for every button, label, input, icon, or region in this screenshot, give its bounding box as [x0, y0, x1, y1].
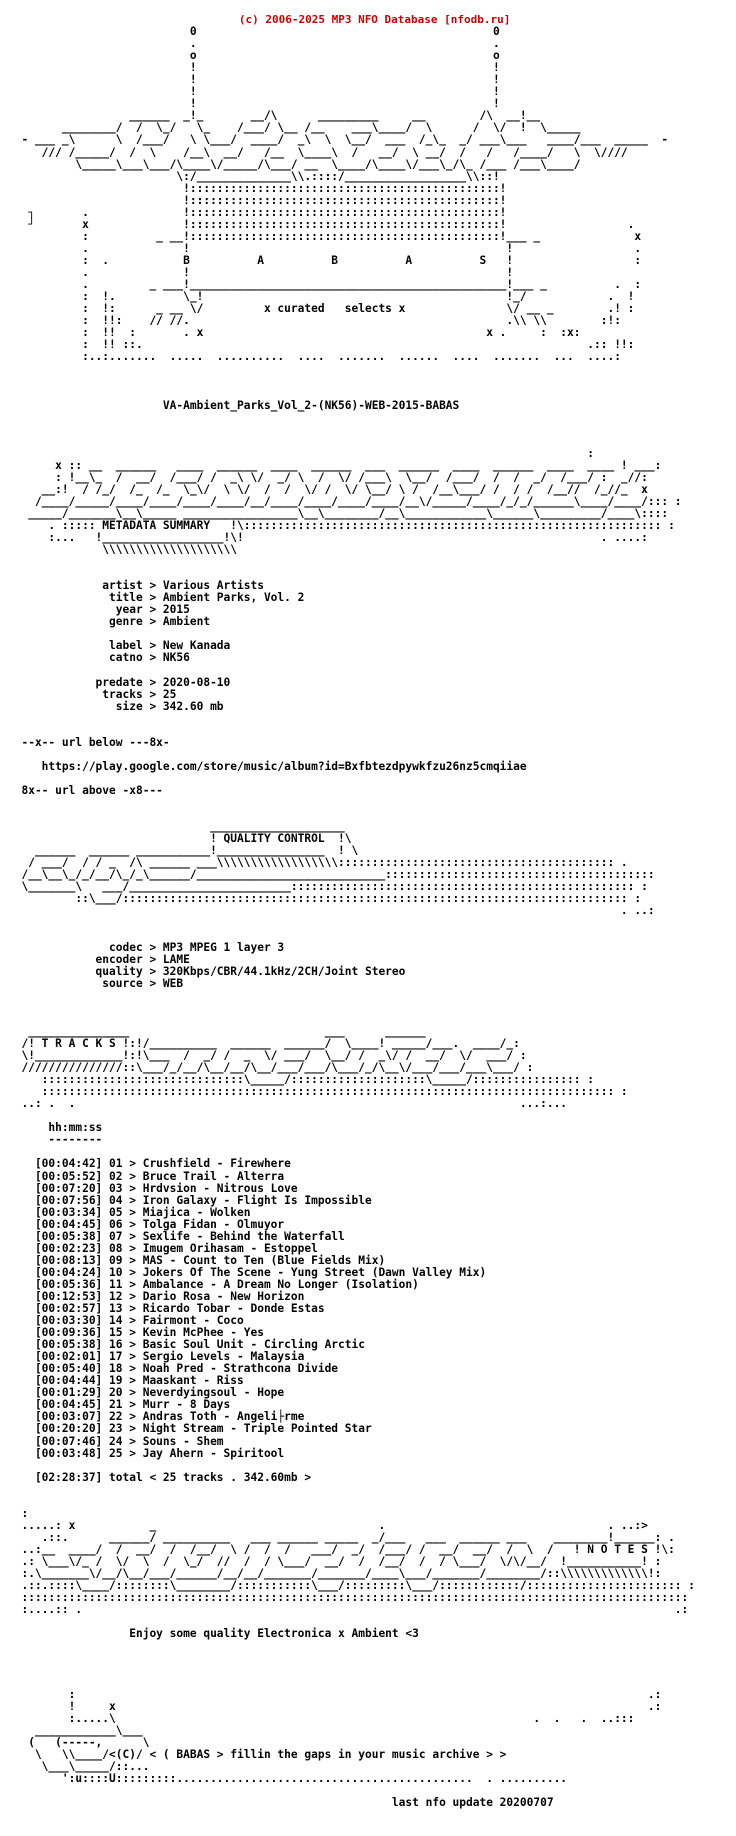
- nfo-line: ! !: [8, 85, 500, 99]
- nfo-line: [00:04:45] 21 > Murr - 8 Days: [8, 1398, 231, 1412]
- nfo-line: [00:03:48] 25 > Jay Ahern - Spiritool: [8, 1446, 285, 1460]
- nfo-line: --------: [8, 1133, 103, 1147]
- nfo-line: ! !: [8, 73, 500, 87]
- nfo-line: ..: . . ...:...: [8, 1097, 568, 1111]
- nfo-line: [00:08:13] 09 > MAS - Count to Ten (Blue Fields Mix): [8, 1253, 386, 1267]
- nfo-line: \_______\ ___/________________________::::::::::::::::::::::::::::::::::::::::::::::::::: :: [8, 880, 648, 894]
- nfo-line: : .:: [8, 1687, 662, 1701]
- nfo-line: : !. \_! !_/ . !: [8, 290, 635, 304]
- nfo-line: \ \\____/<(C)/ < ( BABAS > fillin the gaps in your music archive > >: [8, 1747, 507, 1761]
- nfo-line: /____/_____/____/____/____/____/__/____/____/____/____/__\/_____/____/_/_/______\____/____/::: :: [8, 494, 682, 508]
- nfo-line: . ::::: METADATA SUMMARY !\:::::::::::::::::::::::::::::::::::::::::::::::::::::::::::::: :: [8, 518, 675, 532]
- nfo-line: [00:02:23] 08 > Imugem Orihasam - Estoppel: [8, 1241, 318, 1255]
- nfo-line: . ..:: [8, 904, 655, 918]
- nfo-line: [00:09:36] 15 > Kevin McPhee - Yes: [8, 1326, 264, 1340]
- nfo-line: [00:04:45] 06 > Tolga Fidan - Olmuyor: [8, 1217, 285, 1231]
- nfo-line: . .: [8, 37, 500, 51]
- nfo-line: : !! : . x x . : :x:: [8, 326, 581, 340]
- nfo-line: !::::::::::::::::::::::::::::::::::::::::::::::!: [8, 181, 507, 195]
- nfo-line: https://play.google.com/store/music/album?id=Bxfbtezdpywkfzu26nz5cmqiiae: [8, 759, 527, 773]
- nfo-line: quality > 320Kbps/CBR/44.1kHz/2CH/Joint Stereo: [8, 964, 406, 978]
- nfo-line: __:! / /_/ /_ /_ \_\/ \ \/ / / \/ / \/ \__/ \ / /__\___/ / / / /__// /_//_ x: [8, 482, 648, 496]
- nfo-line: _______________ ___ ______: [8, 1024, 426, 1038]
- nfo-line: / ___/ / / _ /\ ______ ___\\\\\\\\\\\\\\\\\\::::::::::::::::::::::::::::::::::::::::: .: [8, 856, 628, 870]
- nfo-line: : !__\_ / __/ /___/ / _\ \/ _/ \ / \/ /___\ \__/ /___/ / / _/ /___/ : _//:: [8, 470, 648, 484]
- nfo-line: [00:05:38] 07 > Sexlife - Behind the Waterfall: [8, 1229, 345, 1243]
- nfo-line: .: \___\/_ / \/ \ / \_/ // / / \___/ __/ / /__/ / / \___/ \/\/__/ !___________! :: [8, 1555, 662, 1568]
- nfo-line: /__\__\_/_/__/\_/_\______/____________________________::::::::::::::::::::::::::::::::::::::::: [8, 868, 655, 882]
- copyright-link[interactable]: (c) 2006-2025 MP3 NFO Database [nfodb.ru]: [238, 13, 511, 26]
- nfo-line: Enjoy some quality Electronica x Ambient <3: [8, 1627, 419, 1641]
- nfo-line: genre > Ambient: [8, 615, 211, 629]
- nfo-line: ! !: [8, 61, 500, 75]
- nfo-line: ':u::::U:::::::::............................................ . ..........: [8, 1771, 568, 1785]
- nfo-line: ______ ______ ___________!________________ ! \: [8, 844, 359, 858]
- nfo-line: : _ __!::::::::::::::::::::::::::::::::::::::::::::::!___ _ x: [8, 229, 642, 243]
- nfo-line: [00:04:24] 10 > Jokers Of The Scene - Yung Street (Dawn Valley Mix): [8, 1265, 487, 1279]
- nfo-line: \___\_____/::...: [8, 1759, 150, 1773]
- nfo-line: [00:03:30] 14 > Fairmont - Coco: [8, 1314, 244, 1328]
- nfo-line: /! T R A C K S !:!/__________ ______ ______/ \____! _____/___. ____/_:: [8, 1036, 520, 1050]
- nfo-line: o o: [8, 49, 500, 63]
- nfo-line: catno > NK56: [8, 651, 190, 665]
- nfo-line: 8x-- url above -x8---: [8, 784, 163, 797]
- nfo-line: [00:07:20] 03 > Hrdvsion - Nitrous Love: [8, 1181, 298, 1195]
- nfo-line: [00:03:07] 22 > Andras Toth - Angeli├rme: [8, 1410, 305, 1424]
- nfo-line: VA-Ambient_Parks_Vol_2-(NK56)-WEB-2015-BABAS: [8, 398, 460, 412]
- nfo-line: .::.::::\____/::::::::\________/:::::::::::\___/:::::::::\___/::::::::::::/::::::::::::::::::::::: :: [8, 1579, 696, 1593]
- nfo-line: ______ _!_ __/\ _________ __ /\ __!__: [8, 109, 541, 123]
- nfo-line: [00:05:38] 16 > Basic Soul Unit - Circling Arctic: [8, 1338, 365, 1352]
- nfo-line: ..:__ ____/ / __/ / /__/ \ / / / ___/ _/ /___/ / __/ __/ / \ / ! N O T E S !\:: [8, 1542, 675, 1556]
- nfo-line: : !!: // //. .\\ \\ :!:: [8, 314, 621, 328]
- nfo-line: ! QUALITY CONTROL !\: [8, 832, 352, 846]
- nfo-line: : !: _ __ \/ x curated selects x \/ __ _ .! :: [8, 302, 635, 316]
- nfo-line: :..:....... ..... .......... .... ....... ...... .... ....... ... ....:: [8, 350, 621, 364]
- nfo-line: hh:mm:ss: [8, 1121, 103, 1135]
- nfo-line: x :: __ ______ ____ ______ ____ ______ ___ ______ ____ ______ ____ ____ ! ___:: [8, 458, 662, 472]
- nfo-line: : !! ::. .:: !!:: [8, 338, 635, 352]
- nfo-line: :::::::::::::::::::::::::::::::::::::::::::::::::::::::::::::::::::::::::::::::::::::::::::::::::::: [8, 1591, 689, 1605]
- nfo-line: [00:05:40] 18 > Noah Pred - Strathcona Divide: [8, 1362, 339, 1376]
- nfo-line: predate > 2020-08-10: [8, 675, 231, 689]
- nfo-line: 0 0: [8, 25, 500, 39]
- nfo-line: . _ ___!_______________________________________________!___ _ . :: [8, 278, 642, 292]
- nfo-line: [00:02:57] 13 > Ricardo Tobar - Donde Estas: [8, 1302, 325, 1316]
- nfo-line: : . B A B A S ! :: [8, 253, 642, 267]
- nfo-line: [00:04:42] 01 > Crushfield - Firewhere: [8, 1157, 291, 1171]
- nfo-line: . ! !: [8, 265, 514, 279]
- nfo-line: ! x .:: [8, 1699, 662, 1713]
- nfo-line: \\\\\\\\\\\\\\\\\\\\: [8, 543, 238, 557]
- nfo-line: :... !__________________!\! . ....:: [8, 531, 648, 545]
- nfo-line: ____________________: [8, 820, 345, 834]
- nfo-line: _____/_______\__\_____ _________________\__\________/__\____________\______\_________/____\::::: [8, 506, 669, 520]
- nfo-line: \:/______________\\.::::/__________________\\::!: [8, 169, 500, 183]
- nfo-line: tracks > 25: [8, 687, 177, 701]
- nfo-line: ( (-----, \: [8, 1735, 150, 1749]
- nfo-line: !::::::::::::::::::::::::::::::::::::::::::::::!: [8, 193, 507, 207]
- nfo-line: /// /_____/ / \ /__\ __/ /__ \____\ / __/ \ __/ / / /____/ \ \////: [8, 145, 628, 159]
- nfo-line: ________/ / \_/ \_ /___/ \__ /__ ___\____/ \ / \/ ! \_____: [8, 121, 581, 135]
- nfo-line: :: [8, 446, 594, 460]
- nfo-line: [00:07:56] 04 > Iron Galaxy - Flight Is Impossible: [8, 1193, 372, 1207]
- nfo-line: year > 2015: [8, 603, 190, 617]
- nfo-line: size > 342.60 mb: [8, 699, 224, 713]
- nfo-line: ::\___/::::::::::::::::::::::::::::::::::::::::::::::::::::::::::::::::::::::::::: :: [8, 892, 642, 906]
- nfo-line: [00:20:20] 23 > Night Stream - Triple Pointed Star: [8, 1422, 372, 1436]
- nfo-line: .....: x _ . . ..:>: [8, 1518, 648, 1532]
- nfo-line: [00:07:46] 24 > Souns - Shem: [8, 1434, 224, 1448]
- nfo-line: ///////////////::\___/_/__/\__/__/\__/___/___/\___/_/\__\/___/___/___\___/ :: [8, 1061, 534, 1075]
- nfo-line: :: [8, 1506, 29, 1520]
- nfo-line: :.\_______\/__/\__/___/______/__/__/_______/_______/____\___/_______/________/::\\\\\\\\\\\\\!:: [8, 1567, 662, 1581]
- nfo-line: last nfo update 20200707: [8, 1795, 554, 1809]
- nfo-line: .::. ______/ __________ ___ ______ _____ _/___ ___ ______ ___ ________!______: .: [8, 1530, 675, 1544]
- nfo-line: source > WEB: [8, 976, 184, 990]
- nfo-line: [00:04:44] 19 > Maaskant - Riss: [8, 1374, 244, 1388]
- nfo-line: ┐ . !::::::::::::::::::::::::::::::::::::::::::::::!: [8, 205, 507, 219]
- nfo-line: artist > Various Artists: [8, 579, 264, 593]
- nfo-line: [00:01:29] 20 > Neverdyingsoul - Hope: [8, 1386, 285, 1400]
- nfo-line: title > Ambient Parks, Vol. 2: [8, 591, 305, 605]
- nfo-line: . ! ! .: [8, 241, 642, 255]
- nfo-line: ____________\___: [8, 1723, 143, 1737]
- nfo-line: \_____\___\___/\____\/_____/\___/ __ \____/\____\/___\_/\_ /___ /___\____/: [8, 157, 581, 171]
- nfo-line: ::::::::::::::::::::::::::::::::::::::::::::::::::::::::::::::::::::::::::::::::::::: :: [8, 1085, 628, 1099]
- nfo-line: [00:03:34] 05 > Miajica - Wolken: [8, 1205, 251, 1219]
- nfo-text-block: [8, 14, 695, 1809]
- nfo-line: :.....\ . . . ..:::: [8, 1711, 635, 1725]
- nfo-line: [00:12:53] 12 > Dario Rosa - New Horizon: [8, 1289, 305, 1303]
- nfo-line: encoder > LAME: [8, 952, 190, 966]
- nfo-line: codec > MP3 MPEG 1 layer 3: [8, 940, 285, 954]
- nfo-line: ! !: [8, 97, 500, 111]
- nfo-line: :....:: . .:: [8, 1603, 689, 1617]
- nfo-line: [00:05:52] 02 > Bruce Trail - Alterra: [8, 1169, 285, 1183]
- nfo-line: ::::::::::::::::::::::::::::::\_____/::::::::::::::::::::\_____/:::::::::::::::: :: [8, 1073, 594, 1087]
- nfo-line: [02:28:37] total < 25 tracks . 342.60mb >: [8, 1470, 312, 1484]
- nfo-line: \!_____________!:!\___ / _/ / _ \/ ___/ \__/ / _\/ / __/ \/ ___/ :: [8, 1049, 527, 1063]
- nfo-line: --x-- url below ---8x-: [8, 735, 170, 749]
- nfo-line: label > New Kanada: [8, 639, 231, 653]
- nfo-line: - ___ _\ \ /___/ \ \___/ ____/ _\ \ \__/ ___ /_\_ _/ ___\___ ____/___ _____ -: [8, 133, 669, 147]
- nfo-line: [00:02:01] 17 > Sergio Levels - Malaysia: [8, 1350, 305, 1364]
- nfo-line: ┘ x !::::::::::::::::::::::::::::::::::::::::::::::! .: [8, 217, 635, 231]
- nfo-line: [00:05:36] 11 > Ambalance - A Dream No Longer (Isolation): [8, 1277, 419, 1291]
